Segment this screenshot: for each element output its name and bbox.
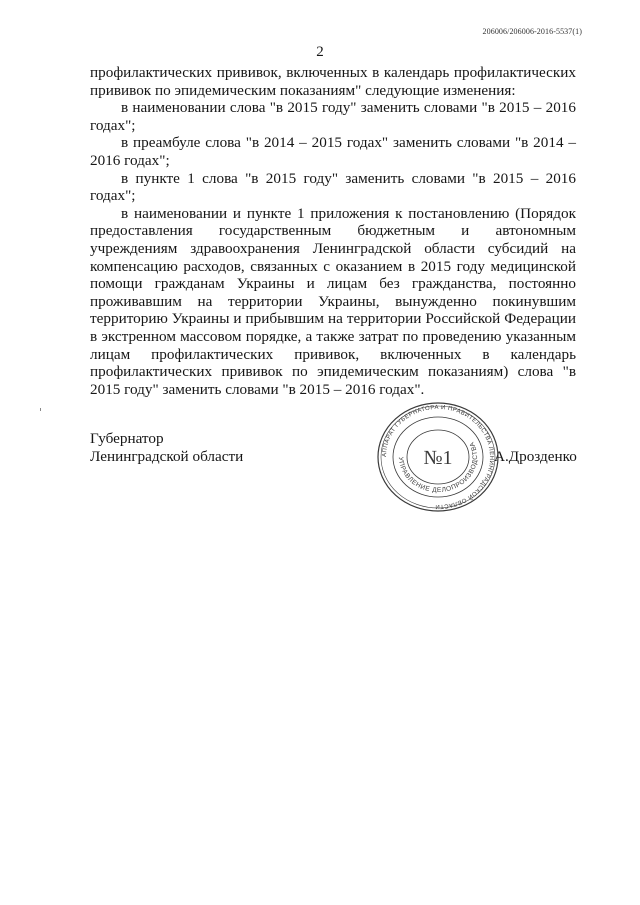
paragraph-amendment-clause1: в пункте 1 слова "в 2015 году" заменить словами "в 2015 – 2016 годах";	[90, 169, 576, 205]
stamp-inner-text: УПРАВЛЕНИЕ ДЕЛОПРОИЗВОДСТВА	[396, 440, 480, 495]
stamp-outer-text: АППАРАТ ГУБЕРНАТОРА И ПРАВИТЕЛЬСТВА ЛЕНИНГРАДСКОЙ ОБЛАСТИ	[381, 404, 495, 510]
signer-position-line1: Губернатор	[90, 430, 164, 447]
paragraph-amendment-appendix: в наименовании и пункте 1 приложения к постановлению (Порядок предоставления государственным бюджетным и автономным учреждениям здравоохранения Ленинградской области субсидий на компенсацию расходов, связанных с оказанием в 2015 году медицинской помощи гражданам Украины и лицам без гражданства, постоянно проживавшим на территории Украины, вынужденно покинувшим территорию Украины и прибывшим на территории Российской Федерации в экстренном массовом порядке, а также затрат по проведению указанным лицам профилактических прививок, включенных в календарь профилактических прививок по эпидемическим показаниям) слова "в 2015 году" заменить словами "в 2015 – 2016 годах".	[90, 204, 576, 398]
signer-name: А.Дрозденко	[494, 448, 577, 465]
paragraph-intro: профилактических прививок, включенных в календарь профилактических прививок по эпидемическим показаниям" следующие изменения:	[90, 64, 576, 99]
signature-block	[90, 430, 243, 465]
document-body	[90, 64, 576, 398]
stamp-number: №1	[423, 447, 453, 469]
scan-speck	[40, 408, 41, 411]
page-number: 2	[316, 44, 324, 60]
official-stamp	[375, 401, 501, 513]
paragraph-amendment-title: в наименовании слова "в 2015 году" заменить словами "в 2015 – 2016 годах";	[90, 99, 576, 134]
paragraph-amendment-preamble: в преамбуле слова "в 2014 – 2015 годах" заменить словами "в 2014 – 2016 годах";	[90, 134, 576, 169]
document-id: 206006/206006-2016-5537(1)	[482, 27, 582, 36]
signer-position-line2: Ленинградской области	[90, 447, 244, 465]
